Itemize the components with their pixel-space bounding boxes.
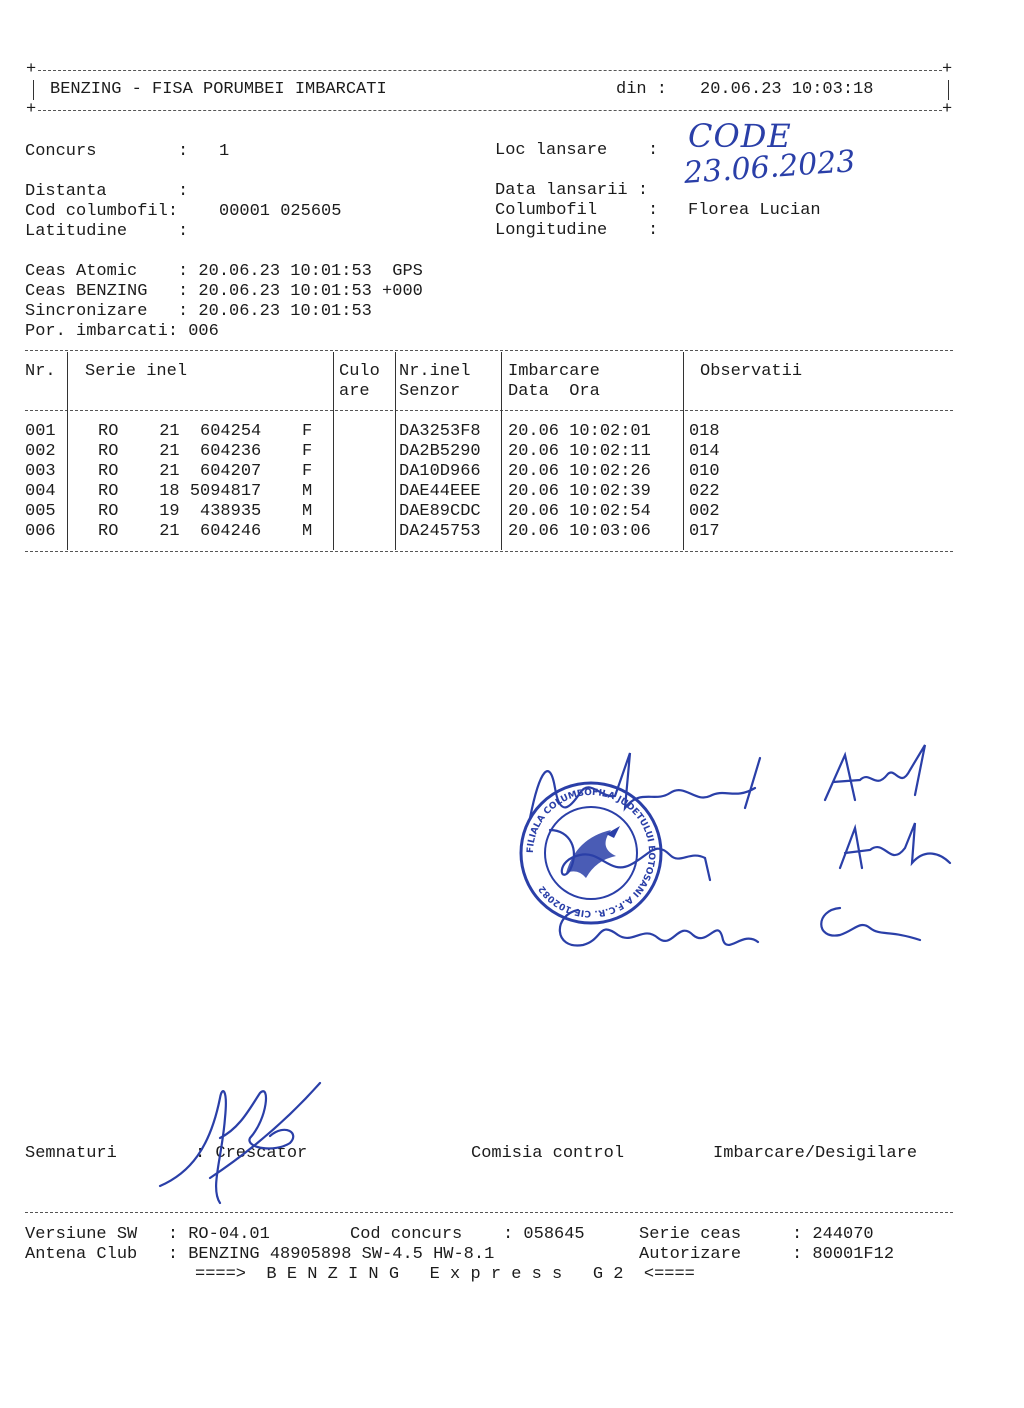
latitudine-label: Latitudine : <box>25 222 189 241</box>
col-sep-imbarcare <box>683 352 684 550</box>
header-left-bar <box>33 80 34 100</box>
concurs-value: 1 <box>219 142 230 161</box>
row-senzor: DA245753 <box>399 522 481 541</box>
versiune-sw: Versiune SW : RO-04.01 <box>25 1225 270 1244</box>
header-din-value: 20.06.23 10:03:18 <box>700 80 874 99</box>
cod-columbofil-value: 00001 025605 <box>219 202 342 221</box>
row-senzor: DAE89CDC <box>399 502 481 521</box>
col-sep-serie <box>333 352 334 550</box>
header-culoare-2: are <box>339 382 370 401</box>
concurs-label: Concurs : <box>25 142 189 161</box>
loc-lansare-label: Loc lansare : <box>495 141 659 160</box>
table-header-rule <box>25 410 953 411</box>
serie-ceas: Serie ceas : 244070 <box>639 1225 874 1244</box>
row-serie: RO 21 604236 F <box>98 442 313 461</box>
antena-club: Antena Club : BENZING 48905898 SW-4.5 HW-8.1 <box>25 1245 495 1264</box>
document-title: BENZING - FISA PORUMBEI IMBARCATI <box>50 80 387 99</box>
header-culoare-1: Culo <box>339 362 380 381</box>
data-lansarii-handwritten: 23.06.2023 <box>682 144 857 191</box>
row-nr: 005 <box>25 502 56 521</box>
row-serie: RO 19 438935 M <box>98 502 313 521</box>
header-right-bar <box>948 80 949 100</box>
header-bottom-rule <box>38 110 942 111</box>
loc-lansare-handwritten: CODE <box>688 117 792 155</box>
cod-columbofil-label: Cod columbofil: <box>25 202 179 221</box>
committee-signature-2 <box>540 820 740 890</box>
row-observatii: 014 <box>689 442 720 461</box>
header-corner-br: + <box>942 100 953 119</box>
table-top-rule <box>25 350 953 351</box>
table-bottom-rule <box>25 551 953 552</box>
row-observatii: 017 <box>689 522 720 541</box>
stamp-text: FILIALA COLUMBOFILA JUDETULUI BOTOSANI A.F.C.R. CIF 102082 <box>525 787 657 919</box>
benzing-express-banner: ====> B E N Z I N G E x p r e s s G 2 <==== <box>195 1265 695 1284</box>
header-nr-inel: Nr.inel <box>399 362 471 381</box>
committee-signature-3 <box>548 900 778 960</box>
sincronizare: Sincronizare : 20.06.23 10:01:53 <box>25 302 372 321</box>
committee-signature-1 <box>520 748 790 828</box>
row-data-ora: 20.06 10:02:01 <box>508 422 651 441</box>
row-serie: RO 21 604246 M <box>98 522 313 541</box>
longitudine-label: Longitudine : <box>495 221 659 240</box>
row-data-ora: 20.06 10:02:54 <box>508 502 651 521</box>
porumbei-imbarcati: Por. imbarcati: 006 <box>25 322 219 341</box>
cod-concurs: Cod concurs : 058645 <box>350 1225 585 1244</box>
committee-initials-3 <box>810 900 930 950</box>
distanta-label: Distanta : <box>25 182 189 201</box>
header-senzor: Senzor <box>399 382 461 401</box>
row-senzor: DAE44EEE <box>399 482 481 501</box>
row-observatii: 010 <box>689 462 720 481</box>
row-data-ora: 20.06 10:02:11 <box>508 442 651 461</box>
row-nr: 006 <box>25 522 56 541</box>
row-nr: 003 <box>25 462 56 481</box>
header-nr: Nr. <box>25 362 56 381</box>
header-din-label: din : <box>616 80 668 99</box>
ceas-atomic: Ceas Atomic : 20.06.23 10:01:53 GPS <box>25 262 423 281</box>
header-top-rule <box>38 70 942 71</box>
col-sep-nr <box>67 352 68 550</box>
row-serie: RO 18 5094817 M <box>98 482 313 501</box>
header-data-ora: Data Ora <box>508 382 600 401</box>
header-serie-inel: Serie inel <box>85 362 188 381</box>
columbofil-value: Florea Lucian <box>688 201 821 220</box>
columbofil-label: Columbofil : <box>495 201 659 220</box>
col-sep-culoare <box>395 352 396 550</box>
col-sep-senzor <box>501 352 502 550</box>
data-lansarii-label: Data lansarii : <box>495 181 649 200</box>
row-data-ora: 20.06 10:03:06 <box>508 522 651 541</box>
row-serie: RO 21 604207 F <box>98 462 313 481</box>
row-data-ora: 20.06 10:02:39 <box>508 482 651 501</box>
semnaturi-label: Semnaturi <box>25 1144 117 1163</box>
row-senzor: DA2B5290 <box>399 442 481 461</box>
row-nr: 002 <box>25 442 56 461</box>
autorizare: Autorizare : 80001F12 <box>639 1245 895 1264</box>
row-nr: 004 <box>25 482 56 501</box>
header-observatii: Observatii <box>700 362 803 381</box>
crescator-label: : Crescator <box>195 1144 308 1163</box>
row-observatii: 018 <box>689 422 720 441</box>
header-corner-bl: + <box>26 100 37 119</box>
ceas-benzing: Ceas BENZING : 20.06.23 10:01:53 +000 <box>25 282 423 301</box>
row-nr: 001 <box>25 422 56 441</box>
imbarcare-desigilare-label: Imbarcare/Desigilare <box>713 1144 918 1163</box>
committee-initials-2 <box>830 818 960 878</box>
row-senzor: DA10D966 <box>399 462 481 481</box>
row-data-ora: 20.06 10:02:26 <box>508 462 651 481</box>
row-senzor: DA3253F8 <box>399 422 481 441</box>
committee-initials-1 <box>815 740 945 810</box>
row-serie: RO 21 604254 F <box>98 422 313 441</box>
row-observatii: 002 <box>689 502 720 521</box>
crescator-signature <box>150 1078 330 1208</box>
comisia-control-label: Comisia control <box>471 1144 625 1163</box>
header-imbarcare: Imbarcare <box>508 362 600 381</box>
row-observatii: 022 <box>689 482 720 501</box>
footer-rule <box>25 1212 953 1213</box>
header-corner-tl: + <box>26 60 37 79</box>
header-corner-tr: + <box>942 60 953 79</box>
